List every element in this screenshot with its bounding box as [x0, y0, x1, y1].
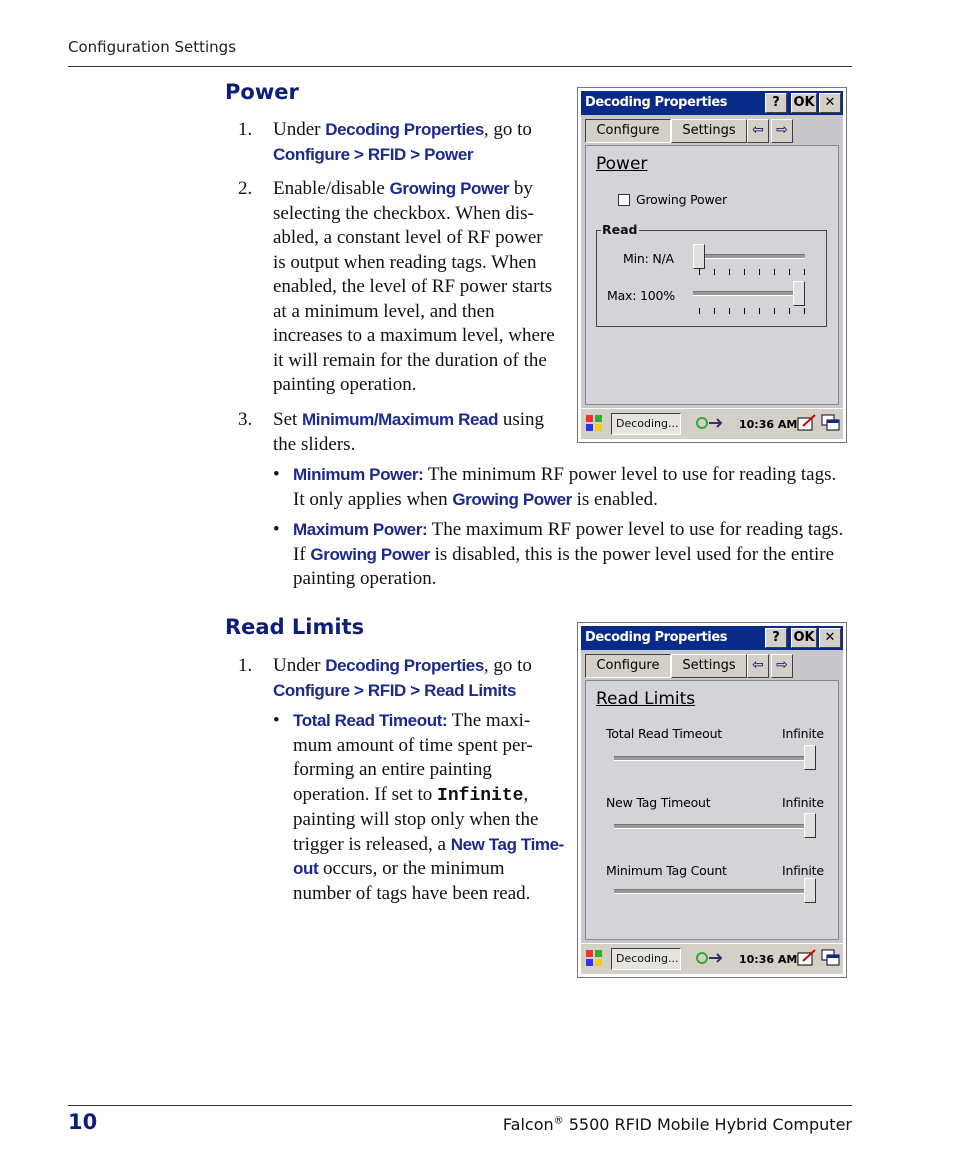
total-read-timeout-label: Total Read Timeout	[606, 726, 723, 741]
connectivity-icon[interactable]	[695, 415, 725, 434]
close-button[interactable]: ✕	[819, 628, 841, 648]
tab-configure[interactable]: Configure	[585, 119, 671, 143]
power-screenshot	[577, 87, 847, 443]
max-label: Max: 100%	[607, 288, 675, 303]
min-power-bullet: • Minimum Power: The minimum RF power level to use for reading tags. It only applies when Growing Power is enabled.	[273, 464, 837, 510]
read-limits-heading: Read Limits	[225, 615, 365, 639]
read-group-title: Read	[602, 222, 638, 237]
read-limits-step-1: 1. Under Decoding Properties, go to Configure > RFID > Read Limits	[238, 655, 532, 700]
power-step-3: 3. Set Minimum/Maximum Read using the sliders.	[238, 409, 545, 455]
tab-settings[interactable]: Settings	[671, 119, 747, 143]
running-header: Configuration Settings	[68, 38, 237, 56]
windows-icon[interactable]	[821, 949, 841, 970]
read-limits-screenshot	[577, 622, 847, 978]
min-label: Min: N/A	[623, 251, 674, 266]
total-read-timeout-thumb[interactable]	[804, 745, 816, 770]
input-panel-icon[interactable]	[797, 414, 817, 435]
minimum-tag-count-value: Infinite	[782, 863, 824, 878]
new-tag-timeout-value: Infinite	[782, 795, 824, 810]
tab-right-icon[interactable]: ⇨	[771, 654, 793, 678]
power-step-1: 1. Under Decoding Properties, go to Configure > RFID > Power	[238, 119, 532, 164]
total-read-timeout-bullet: • Total Read Timeout: The maxi- mum amount of time spent per- forming an entire painting operation. If set to Infinite, painting will stop only when the trigger is released, a New Tag Time- out occurs, or the minimum number of tags have been read.	[273, 710, 564, 904]
title-bar	[581, 626, 843, 650]
min-slider-ticks	[699, 269, 805, 275]
connectivity-icon[interactable]	[695, 950, 725, 969]
ok-button[interactable]: OK	[791, 93, 817, 113]
min-slider-track	[693, 254, 805, 259]
page-number: 10	[68, 1110, 98, 1134]
max-power-bullet: • Maximum Power: The maximum RF power level to use for reading tags. If Growing Power is disabled, this is the power level used for the entire painting operation.	[273, 519, 844, 589]
minimum-tag-count-thumb[interactable]	[804, 878, 816, 903]
tab-left-icon[interactable]: ⇦	[747, 119, 769, 143]
help-button[interactable]: ?	[765, 628, 787, 648]
window-title: Decoding Properties	[585, 95, 728, 110]
header-rule	[68, 66, 852, 67]
taskbar	[581, 408, 843, 439]
total-read-timeout-value: Infinite	[782, 726, 824, 741]
clock: 10:36 AM	[739, 418, 798, 431]
max-slider-thumb[interactable]	[793, 281, 805, 306]
taskbar-decoding-button[interactable]: Decoding...	[611, 948, 681, 970]
window-title: Decoding Properties	[585, 630, 728, 645]
power-panel	[585, 145, 839, 405]
new-tag-timeout-thumb[interactable]	[804, 813, 816, 838]
input-panel-icon[interactable]	[797, 949, 817, 970]
total-read-timeout-track	[614, 756, 816, 761]
max-slider-track	[693, 291, 805, 296]
title-bar	[581, 91, 843, 115]
read-group	[596, 222, 827, 327]
panel-title: Read Limits	[596, 689, 696, 709]
ok-button[interactable]: OK	[791, 628, 817, 648]
windows-icon[interactable]	[821, 414, 841, 435]
tab-settings[interactable]: Settings	[671, 654, 747, 678]
start-icon[interactable]	[585, 949, 603, 967]
panel-title: Power	[596, 154, 648, 174]
tab-strip	[585, 119, 823, 143]
power-heading: Power	[225, 80, 299, 104]
help-button[interactable]: ?	[765, 93, 787, 113]
minimum-tag-count-track	[614, 889, 816, 894]
tab-left-icon[interactable]: ⇦	[747, 654, 769, 678]
taskbar-decoding-button[interactable]: Decoding...	[611, 413, 681, 435]
min-slider-thumb[interactable]	[693, 244, 705, 269]
start-icon[interactable]	[585, 414, 603, 432]
max-slider-ticks	[699, 308, 805, 314]
footer-rule	[68, 1105, 852, 1106]
footer-title: Falcon® 5500 RFID Mobile Hybrid Computer	[502, 1115, 852, 1134]
tab-right-icon[interactable]: ⇨	[771, 119, 793, 143]
new-tag-timeout-label: New Tag Timeout	[606, 795, 711, 810]
growing-power-checkbox[interactable]	[618, 194, 630, 206]
tab-configure[interactable]: Configure	[585, 654, 671, 678]
close-button[interactable]: ✕	[819, 93, 841, 113]
taskbar	[581, 943, 843, 974]
minimum-tag-count-label: Minimum Tag Count	[606, 863, 727, 878]
read-limits-panel	[585, 680, 839, 940]
power-step-2: 2. Enable/disable Growing Power by selecting the checkbox. When dis- abled, a constant level of RF power is output when reading tags. When enabled, the level of RF power starts at a minimum level, and then increases to a maximum level, where it will remain for the duration of the painting operation.	[238, 178, 555, 395]
new-tag-timeout-track	[614, 824, 816, 829]
tab-strip	[585, 654, 823, 678]
growing-power-label: Growing Power	[636, 192, 727, 207]
clock: 10:36 AM	[739, 953, 798, 966]
